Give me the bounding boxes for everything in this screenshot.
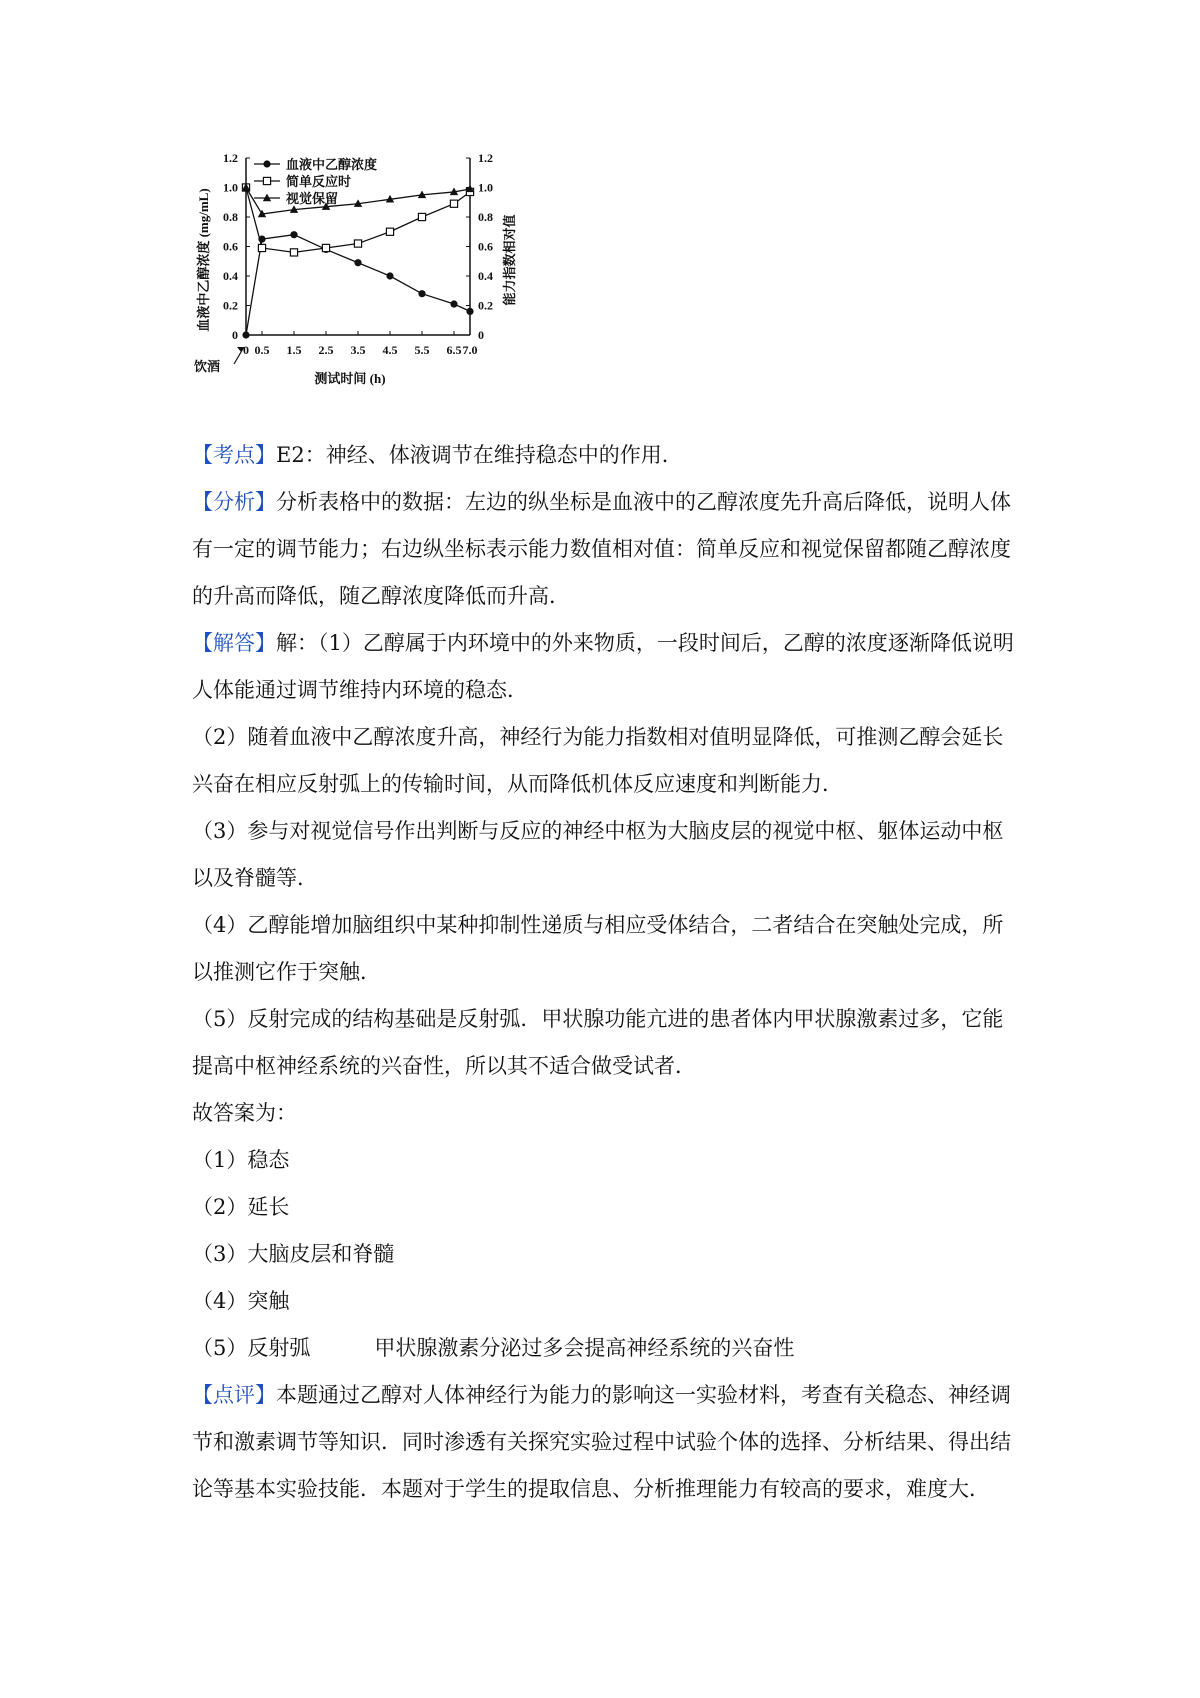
y-tick-label-right: 0.6	[478, 239, 493, 254]
x-tick-label: 0.5	[254, 343, 270, 357]
y-tick-label-right: 0.4	[478, 269, 493, 283]
x-tick-label: 2.5	[318, 343, 334, 357]
legend-label-1: 血液中乙醇浓度	[286, 157, 378, 172]
series-1-point	[450, 300, 457, 307]
legend-marker-2	[263, 177, 270, 184]
y-tick-label-right: 1.0	[478, 180, 493, 195]
series-1-point	[386, 272, 393, 279]
series-2-point	[290, 249, 297, 256]
y-tick-label-right: 0.2	[478, 298, 493, 313]
series-1-point	[354, 259, 361, 266]
final-answer-2: （2）延长	[192, 1195, 290, 1219]
answer-intro: 故答案为：	[192, 1101, 297, 1125]
chart-legend	[254, 157, 377, 206]
jieda-paragraph	[192, 620, 1022, 714]
final-answer-4: （4）突触	[192, 1289, 290, 1313]
final-answer-3: （3）大脑皮层和脊髓	[192, 1242, 395, 1266]
drink-annotation: 饮酒	[194, 359, 221, 374]
alcohol-effect-chart	[194, 150, 560, 420]
x-tick-label: 4.5	[382, 343, 398, 357]
y-axis-label-left: 血液中乙醇浓度 (mg/mL)	[196, 188, 211, 332]
dianping-tag: 【点评】	[192, 1383, 276, 1407]
final-answer-5-right: 甲状腺激素分泌过多会提高神经系统的兴奋性	[374, 1336, 795, 1360]
y-tick-label-left: 0	[232, 328, 238, 342]
final-answer-5-left: （5）反射弧	[192, 1336, 311, 1360]
series-2-point	[418, 213, 425, 220]
answer-part-4: （4）乙醇能增加脑组织中某种抑制性递质与相应受体结合，二者结合在突触处完成，所以推测它作于突触．	[192, 913, 1004, 984]
y-tick-label-left: 0.8	[223, 210, 238, 224]
kaodian-tag: 【考点】	[192, 443, 276, 467]
legend-label-2: 简单反应时	[286, 174, 352, 189]
fenxi-tag: 【分析】	[192, 490, 276, 514]
series-1-point	[466, 308, 473, 315]
series-2-point	[354, 240, 361, 247]
chart-series	[242, 183, 474, 339]
answer-part-2: （2）随着血液中乙醇浓度升高，神经行为能力指数相对值明显降低，可推测乙醇会延长兴奋在相应反射弧上的传输时间，从而降低机体反应速度和判断能力．	[192, 725, 1004, 796]
y-tick-label-right: 1.2	[478, 151, 493, 165]
jieda-text: 解：（1）乙醇属于内环境中的外来物质，一段时间后，乙醇的浓度逐渐降低说明人体能通过调节维持内环境的稳态．	[192, 631, 1014, 702]
final-answer-1: （1）稳态	[192, 1148, 290, 1172]
series-2-point	[450, 200, 457, 207]
kaodian-text: E2：神经、体液调节在维持稳态中的作用．	[276, 443, 683, 467]
y-tick-label-right: 0	[478, 328, 484, 342]
final-answer-5	[192, 1325, 1022, 1372]
series-1-point	[418, 290, 425, 297]
series-2-point	[322, 244, 329, 251]
x-tick-label: 5.5	[414, 343, 430, 357]
y-axis-label-right: 能力指数相对值	[502, 214, 517, 306]
series-2-point	[386, 228, 393, 235]
series-1-point	[290, 231, 297, 238]
y-tick-label-left: 1.0	[223, 180, 238, 195]
x-tick-label: 7.0	[462, 343, 478, 357]
y-tick-label-left: 1.2	[223, 151, 238, 165]
x-axis-label: 测试时间 (h)	[314, 371, 386, 386]
x-tick-label: 1.5	[286, 343, 302, 357]
y-tick-label-left: 0.4	[223, 269, 238, 283]
legend-marker-1	[263, 160, 270, 167]
dianping-text: 本题通过乙醇对人体神经行为能力的影响这一实验材料，考查有关稳态、神经调节和激素调节等知识．同时渗透有关探究实验过程中试验个体的选择、分析结果、得出结论等基本实验技能．本题对于学生的提取信息、分析推理能力有较高的要求，难度大．	[192, 1383, 1011, 1501]
chart-axes	[234, 158, 470, 364]
answer-part-5: （5）反射完成的结构基础是反射弧．甲状腺功能亢进的患者体内甲状腺激素过多，它能提高中枢神经系统的兴奋性，所以其不适合做受试者．	[192, 1007, 1004, 1078]
y-tick-label-left: 0.2	[223, 298, 238, 313]
answer-part-3: （3）参与对视觉信号作出判断与反应的神经中枢为大脑皮层的视觉中枢、躯体运动中枢以及脊髓等．	[192, 819, 1004, 890]
solution-text	[192, 432, 1022, 1513]
jieda-tag: 【解答】	[192, 631, 276, 655]
dianping-paragraph	[192, 1372, 1022, 1513]
fenxi-text: 分析表格中的数据：左边的纵坐标是血液中的乙醇浓度先升高后降低，说明人体有一定的调节能力；右边纵坐标表示能力数值相对值：简单反应和视觉保留都随乙醇浓度的升高而降低，随乙醇浓度降低而升高．	[192, 490, 1011, 608]
legend-label-3: 视觉保留	[286, 191, 339, 206]
x-tick-label: 6.5	[446, 343, 462, 357]
y-tick-label-right: 0.8	[478, 210, 493, 224]
x-tick-label: 0	[243, 343, 249, 357]
y-tick-label-left: 0.6	[223, 239, 238, 254]
x-tick-label: 3.5	[350, 343, 366, 357]
series-2-point	[258, 244, 265, 251]
kaodian-paragraph	[192, 432, 1022, 479]
series-1-point	[242, 331, 249, 338]
fenxi-paragraph	[192, 479, 1022, 620]
series-line-1	[246, 235, 470, 335]
